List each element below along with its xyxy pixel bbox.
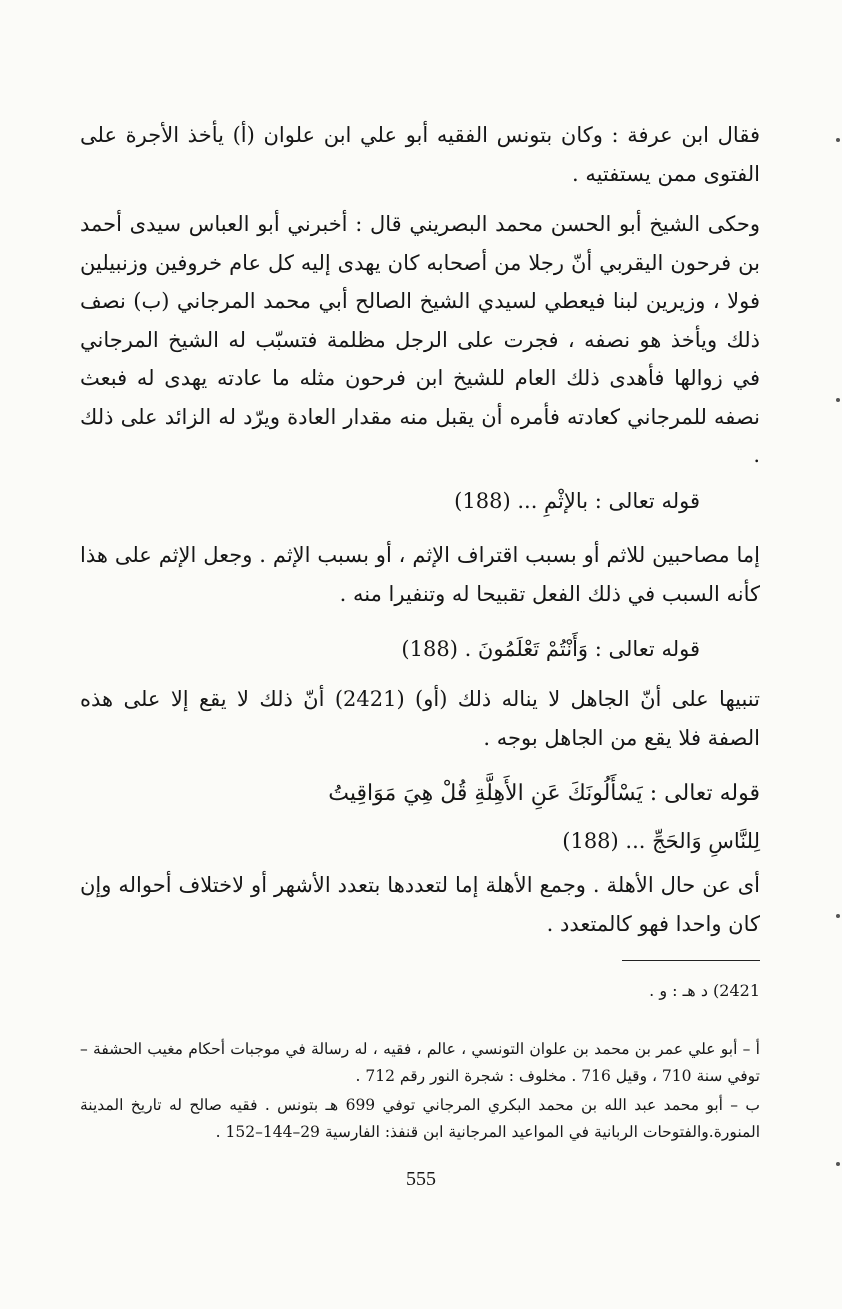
scan-speck — [836, 398, 840, 402]
manuscript-variant-note: 2421) د هـ : و . — [649, 981, 760, 1000]
verse-heading-bil-ithm: قوله تعالى : بالإثْمِ ... (188) — [454, 489, 700, 513]
paragraph-ahilla-commentary: أى عن حال الأهلة . وجمع الأهلة إما لتعددها بتعدد الأشهر أو لاختلاف أحواله وإن كان واحدا فهو كالمتعدد . — [80, 873, 760, 936]
scan-speck — [836, 1162, 840, 1166]
paragraph-ibn-arafa: فقال ابن عرفة : وكان بتونس الفقيه أبو علي ابن علوان (أ) يأخذ الأجرة على الفتوى ممن يستفتيه . — [80, 123, 760, 186]
verse-heading-ahilla-line2: لِلنَّاسِ وَالحَجِّ ... (188) — [562, 829, 760, 853]
paragraph-ibn-farhun-story: وحكى الشيخ أبو الحسن محمد البصريني قال : أخبرني أبو العباس سيدى أحمد بن فرحون اليقربي أنّ رجلا من أصحابه كان يهدى إليه كل عام خروفين وزنبيلين فولا ، وزيرين لبنا فيعطي لسيدي الشيخ الصالح أبي محمد المرجاني (ب) نصف ذلك ويأخذ هو نصفه ، فجرت على الرجل مظلمة فتسبّب له الشيخ المرجاني في زوالها فأهدى ذلك العام للشيخ ابن فرحون مثله ما عادته يهدى له فبعث نصفه للمرجاني كعادته فأمره أن يقبل منه مقدار العادة ويرّد له الزائد على ذلك . — [80, 212, 760, 467]
footnote-separator — [622, 960, 760, 961]
scan-speck — [836, 914, 840, 918]
footnote-b: ب – أبو محمد عبد الله بن محمد البكري المرجاني توفي 699 هـ بتونس . فقيه صالح له تاريخ المدينة المنورة.والفتوحات الربانية في المواعيد المرجانية ابن قنفذ: الفارسية 29–144–152 . — [80, 1096, 760, 1141]
verse-heading-ahilla-line1: قوله تعالى : يَسْأَلُونَكَ عَنِ الأَهِلَّةِ قُلْ هِيَ مَوَاقِيتُ — [328, 781, 760, 806]
scan-speck — [836, 138, 840, 142]
footnote-a: أ – أبو علي عمر بن محمد بن علوان التونسي ، عالم ، فقيه ، له رسالة في موجبات أحكام مغيب الحشفة – توفي سنة 710 ، وقيل 716 . مخلوف : شجرة النور رقم 712 . — [80, 1040, 760, 1085]
page-number: 555 — [406, 1168, 436, 1190]
paragraph-ithm-commentary: إما مصاحبين للاثم أو بسبب اقتراف الإثم ، أو بسبب الإثم . وجعل الإثم على هذا كأنه السبب في ذلك الفعل تقبيحا له وتنفيرا منه . — [80, 543, 760, 606]
verse-heading-wa-antum: قوله تعالى : وَأَنْتُمْ تَعْلَمُونَ . (188) — [401, 637, 700, 661]
paragraph-jahil-commentary: تنبيها على أنّ الجاهل لا يناله ذلك (أو) (2421) أنّ ذلك لا يقع إلا على هذه الصفة فلا يقع من الجاهل بوجه . — [80, 687, 760, 750]
